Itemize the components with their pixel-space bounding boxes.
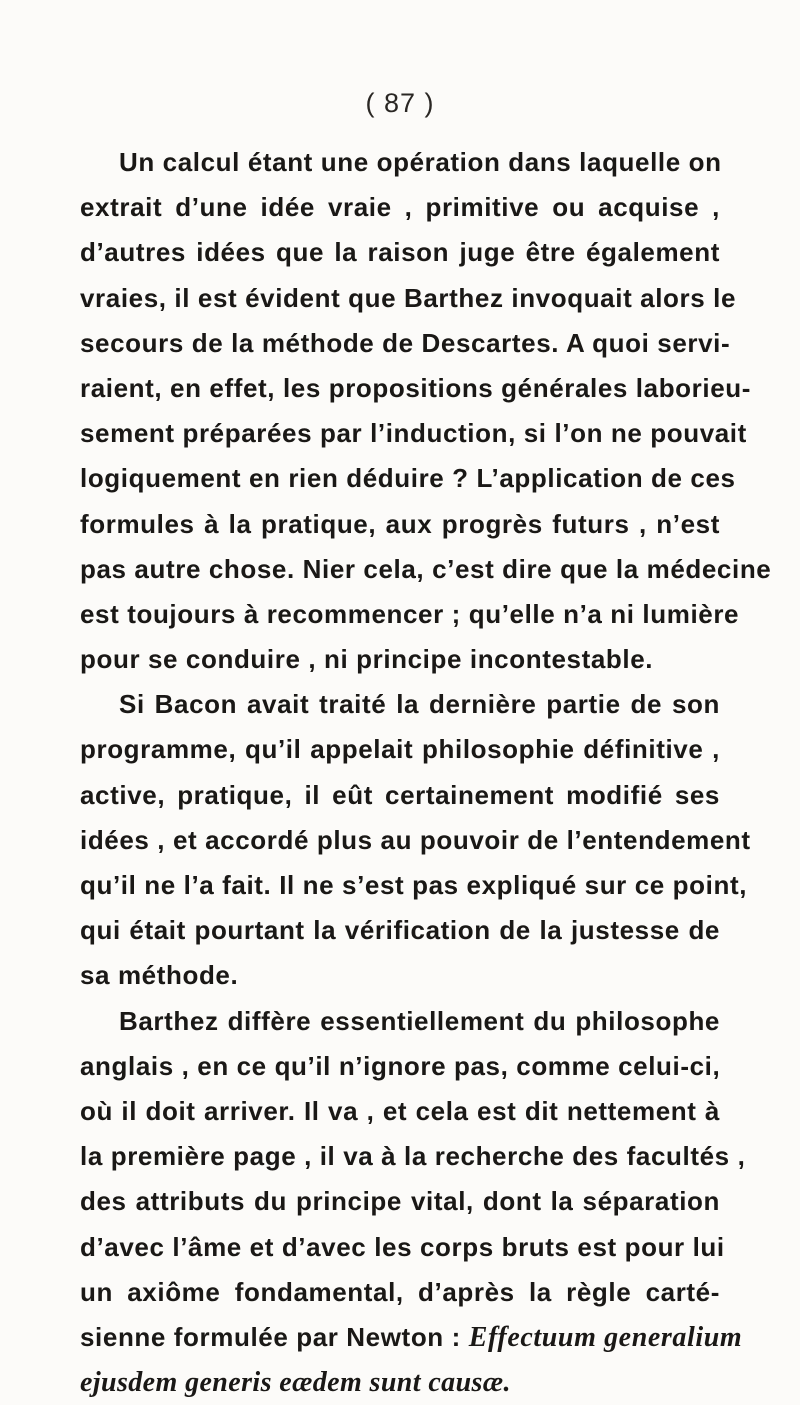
text-line: sa méthode. — [80, 960, 239, 991]
text-line: formules à la pratique, aux progrès futurs , n’est — [80, 508, 720, 539]
text-line: vraies, il est évident que Barthez invoquait alors le — [80, 282, 737, 313]
text-line: Un calcul étant une opération dans laquelle on — [119, 147, 722, 177]
page-number: ( 87 ) — [365, 88, 435, 118]
text-line: est toujours à recommencer ; qu’elle n’a ni lumière — [80, 598, 740, 629]
text-line: anglais , en ce qu’il n’ignore pas, comme celui-ci, — [80, 1050, 721, 1081]
text-line: sement préparées par l’induction, si l’on ne pouvait — [80, 418, 747, 449]
text-line: active, pratique, il eût certainement modifié ses — [80, 779, 720, 810]
text-line-prefix: sienne formulée par Newton : — [80, 1321, 461, 1352]
text-line: Barthez diffère essentiellement du philosophe — [119, 1005, 720, 1036]
text-line: qui était pourtant la vérification de la justesse de — [80, 915, 720, 946]
text-line: où il doit arriver. Il va , et cela est dit nettement à — [80, 1095, 720, 1126]
text-line: des attributs du principe vital, dont la séparation — [80, 1186, 720, 1217]
text-line: Si Bacon avait traité la dernière partie de son — [119, 689, 720, 720]
latin-quote-end: ejusdem generis eædem sunt causæ. — [80, 1367, 511, 1399]
text-line: raient, en effet, les propositions générales laborieu- — [80, 372, 751, 403]
text-line: secours de la méthode de Descartes. A quoi servi- — [80, 327, 731, 358]
text-line: qu’il ne l’a fait. Il ne s’est pas expliqué sur ce point, — [80, 870, 748, 900]
text-line: un axiôme fondamental, d’après la règle carté- — [80, 1276, 720, 1307]
text-line: pour se conduire , ni principe incontestable. — [80, 644, 654, 675]
text-line-with-quote — [80, 1315, 743, 1360]
latin-quote-start: Effectuum generalium — [468, 1321, 743, 1353]
text-line: pas autre chose. Nier cela, c’est dire que la médecine — [80, 553, 772, 584]
text-line: la première page , il va à la recherche des facultés , — [80, 1141, 746, 1172]
body-text — [80, 140, 772, 1405]
text-line: logiquement en rien déduire ? L’application de ces — [80, 463, 736, 494]
text-line: d’avec l’âme et d’avec les corps bruts est pour lui — [80, 1231, 725, 1262]
text-line: extrait d’une idée vraie , primitive ou acquise , — [80, 192, 720, 223]
text-line: programme, qu’il appelait philosophie définitive , — [80, 734, 720, 765]
text-line: d’autres idées que la raison juge être également — [80, 237, 720, 268]
text-line: idées , et accordé plus au pouvoir de l’entendement — [80, 824, 751, 855]
